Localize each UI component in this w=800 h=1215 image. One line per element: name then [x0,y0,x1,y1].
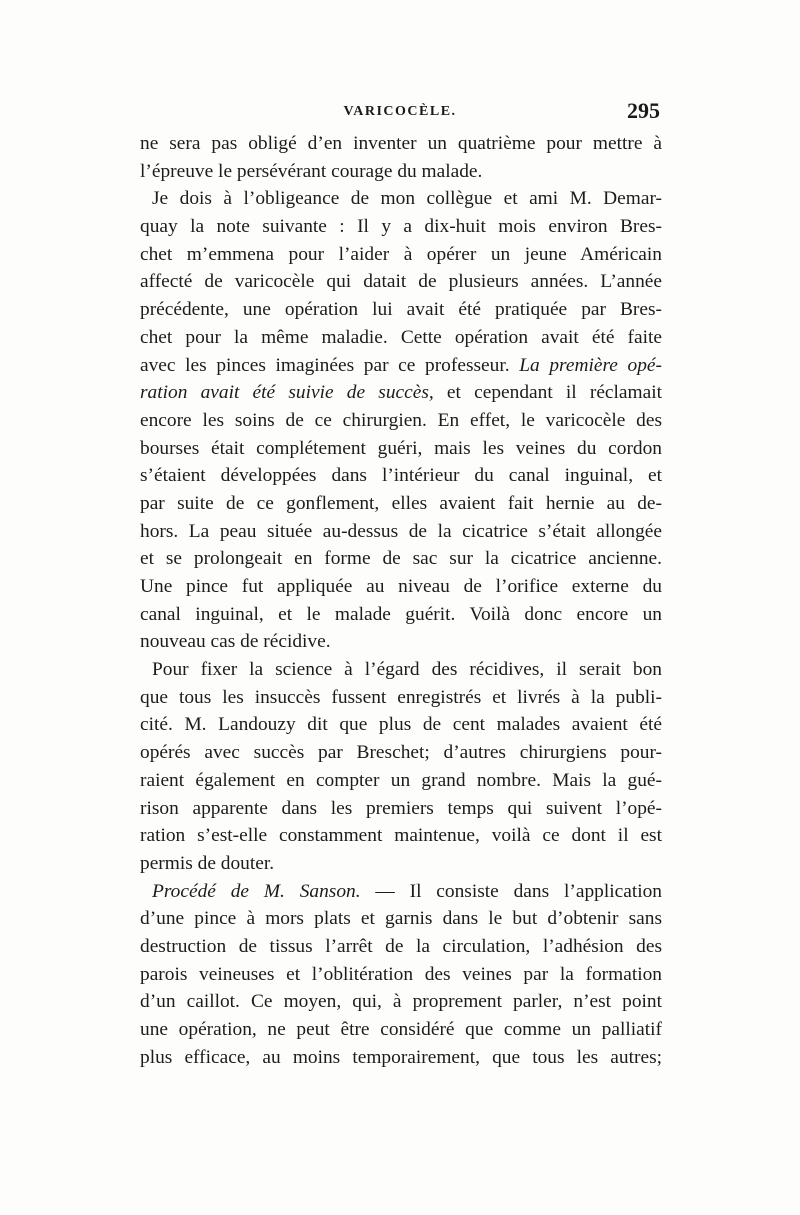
text-line: précédente, une opération lui avait été pratiquée par Bres- [140,299,662,321]
text-line: chet m’emmena pour l’aider à opérer un jeune Américain [140,243,662,265]
text-line: s’étaient développées dans l’intérieur du canal inguinal, et [140,465,662,487]
page-number: 295 [627,98,660,123]
text-line: cité. M. Landouzy dit que plus de cent malades avaient été [140,714,662,736]
text-line: hors. La peau située au-dessus de la cicatrice s’était allongée [140,520,662,542]
text-line: parois veineuses et l’oblitération des veines par la formation [140,963,662,985]
text-line: chet pour la même maladie. Cette opération avait été faite [140,326,662,348]
paragraph-first-line: Je dois à l’obligeance de mon collègue et ami M. Demar- [152,188,662,210]
line-italic-part: ration avait été suivie de succès, [140,382,434,404]
text-line: permis de douter. [140,852,275,874]
body-text [140,130,662,1071]
paragraph-first-line [140,878,662,906]
text-line: l’épreuve le persévérant courage du malade. [140,160,483,182]
text-line: Une pince fut appliquée au niveau de l’orifice externe du [140,576,662,597]
line-roman-part: avec les pinces imaginées par ce professeur. [140,354,520,376]
text-line: une opération, ne peut être considéré que comme un palliatif [140,1019,662,1040]
text-line: bourses était complétement guéri, mais les veines du cordon [140,437,662,459]
running-title: VARICOCÈLE. [343,104,457,119]
text-line: ne sera pas obligé d’en inventer un quatrième pour mettre à [140,133,662,154]
text-line: raient également en compter un grand nombre. Mais la gué- [140,769,662,791]
line-roman-part: et cependant il réclamait [433,382,662,404]
text-line: destruction de tissus l’arrêt de la circulation, l’adhésion des [140,935,662,957]
text-line: opérés avec succès par Breschet; d’autres chirurgiens pour- [140,742,662,764]
page-header [140,98,660,126]
text-line: et se prolongeait en forme de sac sur la cicatrice ancienne. [140,548,662,570]
section-heading-italic: Procédé de M. Sanson. [152,880,361,902]
paragraph-first-line: Pour fixer la science à l’égard des récidives, il serait bon [152,659,662,681]
text-line [140,379,662,407]
text-line: par suite de ce gonflement, elles avaient fait hernie au de- [140,492,662,514]
line-roman-part: — Il consiste dans l’application [360,880,662,902]
text-line: quay la note suivante : Il y a dix-huit mois environ Bres- [140,216,662,238]
line-italic-part: La première opé- [519,354,662,376]
text-line [140,352,662,380]
text-line: canal inguinal, et le malade guérit. Voilà donc encore un [140,603,662,625]
text-line: nouveau cas de récidive. [140,631,331,653]
text-line: d’une pince à mors plats et garnis dans le but d’obtenir sans [140,908,662,930]
text-line: que tous les insuccès fussent enregistrés et livrés à la publi- [140,686,662,708]
text-line: d’un caillot. Ce moyen, qui, à proprement parler, n’est point [140,991,662,1013]
text-line: encore les soins de ce chirurgien. En effet, le varicocèle des [140,409,662,431]
text-line: affecté de varicocèle qui datait de plusieurs années. L’année [140,271,662,293]
text-line: rison apparente dans les premiers temps qui suivent l’opé- [140,797,662,819]
text-line: ration s’est-elle constamment maintenue, voilà ce dont il est [140,825,662,847]
text-line: plus efficace, au moins temporairement, que tous les autres; [140,1046,662,1068]
